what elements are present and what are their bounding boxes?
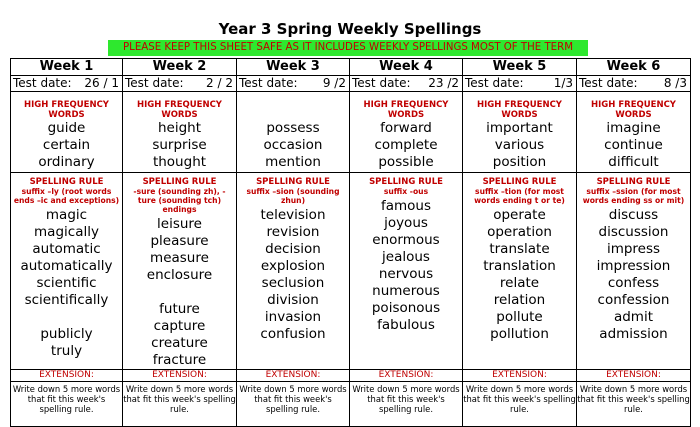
spelling-word: admission <box>599 326 668 342</box>
spelling-rule-cell <box>350 173 463 370</box>
spelling-word: truly <box>50 343 83 359</box>
test-date-label: Test date: <box>579 76 638 90</box>
spelling-word: relation <box>493 292 546 308</box>
high-frequency-cell <box>350 92 463 173</box>
test-date <box>463 76 576 91</box>
test-date-value: 9 /2 <box>322 76 346 90</box>
spelling-word: discuss <box>608 207 659 223</box>
extension-desc: Write down 5 more words that fit this week's spelling rule. <box>463 382 577 427</box>
test-date-label: Test date: <box>13 76 72 90</box>
spelling-word: leisure <box>157 216 202 232</box>
spelling-rule-row <box>11 173 691 370</box>
high-frequency-heading: HIGH FREQUENCY WORDS <box>137 100 222 120</box>
spelling-rule-words <box>123 216 236 369</box>
spelling-word: scientifically <box>24 292 109 308</box>
week-label: Week 6 <box>577 59 691 76</box>
spelling-word: impress <box>606 241 661 257</box>
extension-desc-row <box>11 382 691 427</box>
spelling-word: capture <box>153 318 206 334</box>
high-frequency-cell <box>463 92 577 173</box>
test-date-label: Test date: <box>465 76 524 90</box>
test-date-label: Test date: <box>125 76 184 90</box>
spelling-rule-words <box>237 207 349 343</box>
test-date-value: 2 / 2 <box>206 76 233 90</box>
spelling-word: explosion <box>260 258 326 274</box>
high-frequency-word: various <box>494 137 545 153</box>
high-frequency-word: thought <box>152 154 207 170</box>
extension-label: EXTENSION: <box>123 370 237 382</box>
spelling-word: confusion <box>260 326 326 342</box>
test-date-value: 26 / 1 <box>84 76 119 90</box>
high-frequency-word: certain <box>42 137 91 153</box>
extension-label: EXTENSION: <box>577 370 691 382</box>
spelling-rule-heading: SPELLING RULE <box>142 177 217 187</box>
spelling-word: pleasure <box>150 233 209 249</box>
test-date-value: 23 /2 <box>428 76 459 90</box>
test-date-label: Test date: <box>352 76 411 90</box>
high-frequency-word: guide <box>47 120 86 136</box>
spelling-word: numerous <box>372 283 440 299</box>
spelling-word: discussion <box>598 224 669 240</box>
high-frequency-cell <box>237 92 350 173</box>
spelling-word: fabulous <box>377 317 435 333</box>
test-date-cell <box>350 76 463 92</box>
high-frequency-word: possess <box>266 120 320 136</box>
spelling-word: magically <box>34 224 99 240</box>
high-frequency-word: difficult <box>608 154 659 170</box>
extension-desc: Write down 5 more words that fit this week's spelling rule. <box>11 382 123 427</box>
spelling-word: automatically <box>20 258 113 274</box>
test-date <box>237 76 349 91</box>
spelling-word: automatic <box>32 241 101 257</box>
high-frequency-word: forward <box>380 120 432 136</box>
spelling-word: relate <box>499 275 540 291</box>
spelling-word: impression <box>596 258 671 274</box>
high-frequency-word: important <box>486 120 553 136</box>
spelling-rule-cell <box>577 173 691 370</box>
spelling-rule-cell <box>237 173 350 370</box>
spelling-word: enormous <box>372 232 440 248</box>
spelling-word: confession <box>597 292 670 308</box>
test-date <box>350 76 462 91</box>
spelling-word: operate <box>493 207 546 223</box>
spelling-rule-desc: suffix –ssion (for most words ending ss or mit) <box>582 187 685 205</box>
extension-label: EXTENSION: <box>237 370 350 382</box>
high-frequency-word: ordinary <box>38 154 95 170</box>
high-frequency-word: mention <box>265 154 321 170</box>
test-date <box>11 76 122 91</box>
extension-label: EXTENSION: <box>11 370 123 382</box>
spelling-word: enclosure <box>146 267 213 283</box>
test-date-cell <box>577 76 691 92</box>
spelling-word: jealous <box>382 249 430 265</box>
high-frequency-word: occasion <box>263 137 323 153</box>
spelling-word: pollution <box>490 326 549 342</box>
spelling-word: operation <box>487 224 552 240</box>
spelling-word: revision <box>266 224 320 240</box>
test-date-cell <box>463 76 577 92</box>
keep-safe-banner: PLEASE KEEP THIS SHEET SAFE AS IT INCLUDES WEEKLY SPELLINGS MOST OF THE TERM <box>108 40 588 56</box>
spelling-word: decision <box>265 241 321 257</box>
spelling-word: translate <box>489 241 550 257</box>
spelling-rule-desc: suffix -ous <box>383 187 429 196</box>
extension-desc: Write down 5 more words that fit this week's spelling rule. <box>577 382 691 427</box>
spelling-word: fracture <box>152 352 207 368</box>
spelling-rule-heading: SPELLING RULE <box>256 177 330 187</box>
week-label: Week 3 <box>237 59 350 76</box>
spelling-rule-cell <box>11 173 123 370</box>
spelling-rule-words <box>577 207 690 343</box>
high-frequency-heading: HIGH FREQUENCY WORDS <box>363 100 449 120</box>
spellings-table <box>10 58 691 427</box>
high-frequency-word: position <box>492 154 547 170</box>
spelling-word: admit <box>613 309 654 325</box>
week-label: Week 2 <box>123 59 237 76</box>
spelling-word: pollute <box>496 309 543 325</box>
spelling-rule-heading: SPELLING RULE <box>29 177 104 187</box>
extension-label: EXTENSION: <box>350 370 463 382</box>
week-label: Week 1 <box>11 59 123 76</box>
spelling-word: joyous <box>384 215 428 231</box>
test-date-label: Test date: <box>239 76 298 90</box>
week-label: Week 5 <box>463 59 577 76</box>
test-date-cell <box>237 76 350 92</box>
spelling-rule-heading: SPELLING RULE <box>482 177 557 187</box>
spelling-word: publicly <box>40 326 93 342</box>
spelling-word: magic <box>45 207 88 223</box>
high-frequency-word: possible <box>378 154 434 170</box>
spelling-word: nervous <box>378 266 434 282</box>
spelling-word: future <box>159 301 200 317</box>
spelling-rule-desc: suffix –tion (for most words ending t or te) <box>474 187 565 205</box>
test-date-cell <box>11 76 123 92</box>
high-frequency-word: complete <box>374 137 438 153</box>
high-frequency-heading: HIGH FREQUENCY WORDS <box>591 100 676 120</box>
spelling-word: scientific <box>36 275 97 291</box>
test-date-value: 1/3 <box>553 76 573 90</box>
high-frequency-word: continue <box>604 137 663 153</box>
spelling-rule-words <box>11 207 122 360</box>
high-frequency-cell <box>577 92 691 173</box>
high-frequency-row <box>11 92 691 173</box>
spelling-word: creature <box>151 335 208 351</box>
extension-desc: Write down 5 more words that fit this week's spelling rule. <box>350 382 463 427</box>
spelling-rule-cell <box>463 173 577 370</box>
spelling-word: television <box>260 207 326 223</box>
word-gap <box>123 284 236 301</box>
spelling-rule-words <box>463 207 576 343</box>
spelling-rule-desc: -sure (sounding zh), -ture (sounding tch) endings <box>133 187 226 214</box>
test-date-cell <box>123 76 237 92</box>
extension-desc: Write down 5 more words that fit this week's spelling rule. <box>123 382 237 427</box>
spelling-word: famous <box>380 198 432 214</box>
word-gap <box>11 309 122 326</box>
high-frequency-heading: HIGH FREQUENCY WORDS <box>24 100 109 120</box>
spelling-rule-desc: suffix –ly (root words ends –ic and exceptions) <box>13 187 120 205</box>
week-label: Week 4 <box>350 59 463 76</box>
spelling-word: invasion <box>264 309 322 325</box>
test-date-row <box>11 76 691 92</box>
high-frequency-cell <box>11 92 123 173</box>
week-header-row <box>11 59 691 76</box>
high-frequency-word: surprise <box>152 137 207 153</box>
page-title: Year 3 Spring Weekly Spellings <box>218 20 482 38</box>
spelling-rule-desc: suffix –sion (sounding zhun) <box>246 187 340 205</box>
extension-desc: Write down 5 more words that fit this week's spelling rule. <box>237 382 350 427</box>
high-frequency-heading: HIGH FREQUENCY WORDS <box>477 100 562 120</box>
test-date <box>577 76 690 91</box>
high-frequency-cell <box>123 92 237 173</box>
high-frequency-word: imagine <box>606 120 661 136</box>
high-frequency-word: height <box>157 120 202 136</box>
spelling-word: translation <box>483 258 556 274</box>
test-date <box>123 76 236 91</box>
spelling-word: confess <box>607 275 660 291</box>
spelling-word: seclusion <box>261 275 325 291</box>
spelling-rule-words <box>350 198 462 334</box>
extension-label: EXTENSION: <box>463 370 577 382</box>
spelling-word: division <box>267 292 319 308</box>
spelling-word: measure <box>150 250 209 266</box>
spelling-rule-cell <box>123 173 237 370</box>
spelling-rule-heading: SPELLING RULE <box>596 177 671 187</box>
spelling-rule-heading: SPELLING RULE <box>369 177 443 187</box>
extension-label-row <box>11 370 691 382</box>
test-date-value: 8 /3 <box>663 76 687 90</box>
spelling-word: poisonous <box>371 300 441 316</box>
